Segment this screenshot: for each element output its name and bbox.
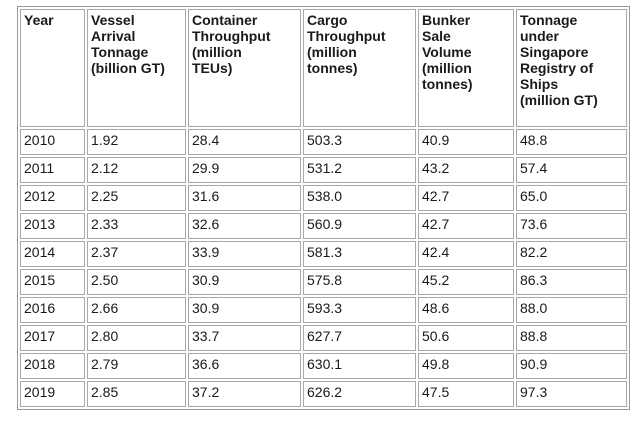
header-line: Tonnage (520, 12, 578, 28)
table-cell: 65.0 (516, 185, 627, 211)
table-cell: 2.66 (87, 297, 186, 323)
table-cell: 97.3 (516, 381, 627, 407)
maritime-statistics-table (17, 6, 630, 410)
header-line: Vessel (91, 12, 135, 28)
header-line: (million GT) (520, 92, 598, 108)
table-cell: 30.9 (188, 297, 301, 323)
header-line: tonnes) (307, 60, 358, 76)
header-line: (million (307, 44, 357, 60)
table-row (20, 297, 627, 323)
table-cell: 42.7 (418, 185, 514, 211)
header-line: tonnes) (422, 76, 473, 92)
table-row (20, 353, 627, 379)
header-line: (billion GT) (91, 60, 165, 76)
table-cell: 2014 (20, 241, 85, 267)
header-line: TEUs) (192, 60, 233, 76)
table-body (20, 129, 627, 407)
table-row (20, 325, 627, 351)
table-row (20, 157, 627, 183)
table-cell: 2016 (20, 297, 85, 323)
header-line: under (520, 28, 559, 44)
table-cell: 47.5 (418, 381, 514, 407)
table-header-row (20, 9, 627, 127)
table-cell: 36.6 (188, 353, 301, 379)
table-row (20, 129, 627, 155)
table-cell: 2019 (20, 381, 85, 407)
header-tonnage-singapore-registry (516, 9, 627, 127)
table-cell: 37.2 (188, 381, 301, 407)
table-cell: 2.25 (87, 185, 186, 211)
table-cell: 2.85 (87, 381, 186, 407)
header-line: (million (192, 44, 242, 60)
header-container-throughput (188, 9, 301, 127)
header-line: Container (192, 12, 258, 28)
table-cell: 73.6 (516, 213, 627, 239)
table-cell: 2015 (20, 269, 85, 295)
table-cell: 86.3 (516, 269, 627, 295)
header-line: Volume (422, 44, 472, 60)
table-cell: 2.12 (87, 157, 186, 183)
table-cell: 2.79 (87, 353, 186, 379)
table-cell: 575.8 (303, 269, 416, 295)
table-cell: 538.0 (303, 185, 416, 211)
table-cell: 28.4 (188, 129, 301, 155)
table-cell: 30.9 (188, 269, 301, 295)
header-year (20, 9, 85, 127)
table-cell: 2013 (20, 213, 85, 239)
table-cell: 581.3 (303, 241, 416, 267)
table-cell: 88.8 (516, 325, 627, 351)
table-cell: 560.9 (303, 213, 416, 239)
header-line: Sale (422, 28, 451, 44)
header-line: Throughput (307, 28, 386, 44)
header-line: Cargo (307, 12, 348, 28)
table-cell: 82.2 (516, 241, 627, 267)
header-line: Arrival (91, 28, 136, 44)
header-line: Year (24, 12, 54, 28)
table-cell: 43.2 (418, 157, 514, 183)
table-cell: 29.9 (188, 157, 301, 183)
table-cell: 1.92 (87, 129, 186, 155)
header-line: Singapore (520, 44, 589, 60)
table-row (20, 381, 627, 407)
table-cell: 2.80 (87, 325, 186, 351)
header-line: Registry of (520, 60, 594, 76)
table-cell: 42.7 (418, 213, 514, 239)
table-row (20, 269, 627, 295)
table-row (20, 185, 627, 211)
header-vessel-arrival-tonnage (87, 9, 186, 127)
table-cell: 2.50 (87, 269, 186, 295)
header-cargo-throughput (303, 9, 416, 127)
table-cell: 49.8 (418, 353, 514, 379)
table-cell: 45.2 (418, 269, 514, 295)
header-line: (million (422, 60, 472, 76)
table-cell: 593.3 (303, 297, 416, 323)
table-cell: 2010 (20, 129, 85, 155)
table-cell: 42.4 (418, 241, 514, 267)
table-cell: 90.9 (516, 353, 627, 379)
table-cell: 33.9 (188, 241, 301, 267)
table-row (20, 213, 627, 239)
table-cell: 2.37 (87, 241, 186, 267)
table-cell: 48.6 (418, 297, 514, 323)
header-bunker-sale-volume (418, 9, 514, 127)
header-line: Throughput (192, 28, 271, 44)
table-cell: 31.6 (188, 185, 301, 211)
table-cell: 630.1 (303, 353, 416, 379)
table-cell: 88.0 (516, 297, 627, 323)
table-cell: 2017 (20, 325, 85, 351)
table-cell: 48.8 (516, 129, 627, 155)
table-cell: 2011 (20, 157, 85, 183)
header-line: Bunker (422, 12, 471, 28)
table-row (20, 241, 627, 267)
table-cell: 626.2 (303, 381, 416, 407)
table-cell: 2012 (20, 185, 85, 211)
table-cell: 503.3 (303, 129, 416, 155)
header-line: Ships (520, 76, 559, 92)
table-cell: 32.6 (188, 213, 301, 239)
table-cell: 50.6 (418, 325, 514, 351)
table-cell: 33.7 (188, 325, 301, 351)
table-container (17, 6, 630, 410)
table-cell: 531.2 (303, 157, 416, 183)
table-cell: 40.9 (418, 129, 514, 155)
table-cell: 57.4 (516, 157, 627, 183)
table-cell: 2018 (20, 353, 85, 379)
header-line: Tonnage (91, 44, 149, 60)
table-cell: 627.7 (303, 325, 416, 351)
table-cell: 2.33 (87, 213, 186, 239)
